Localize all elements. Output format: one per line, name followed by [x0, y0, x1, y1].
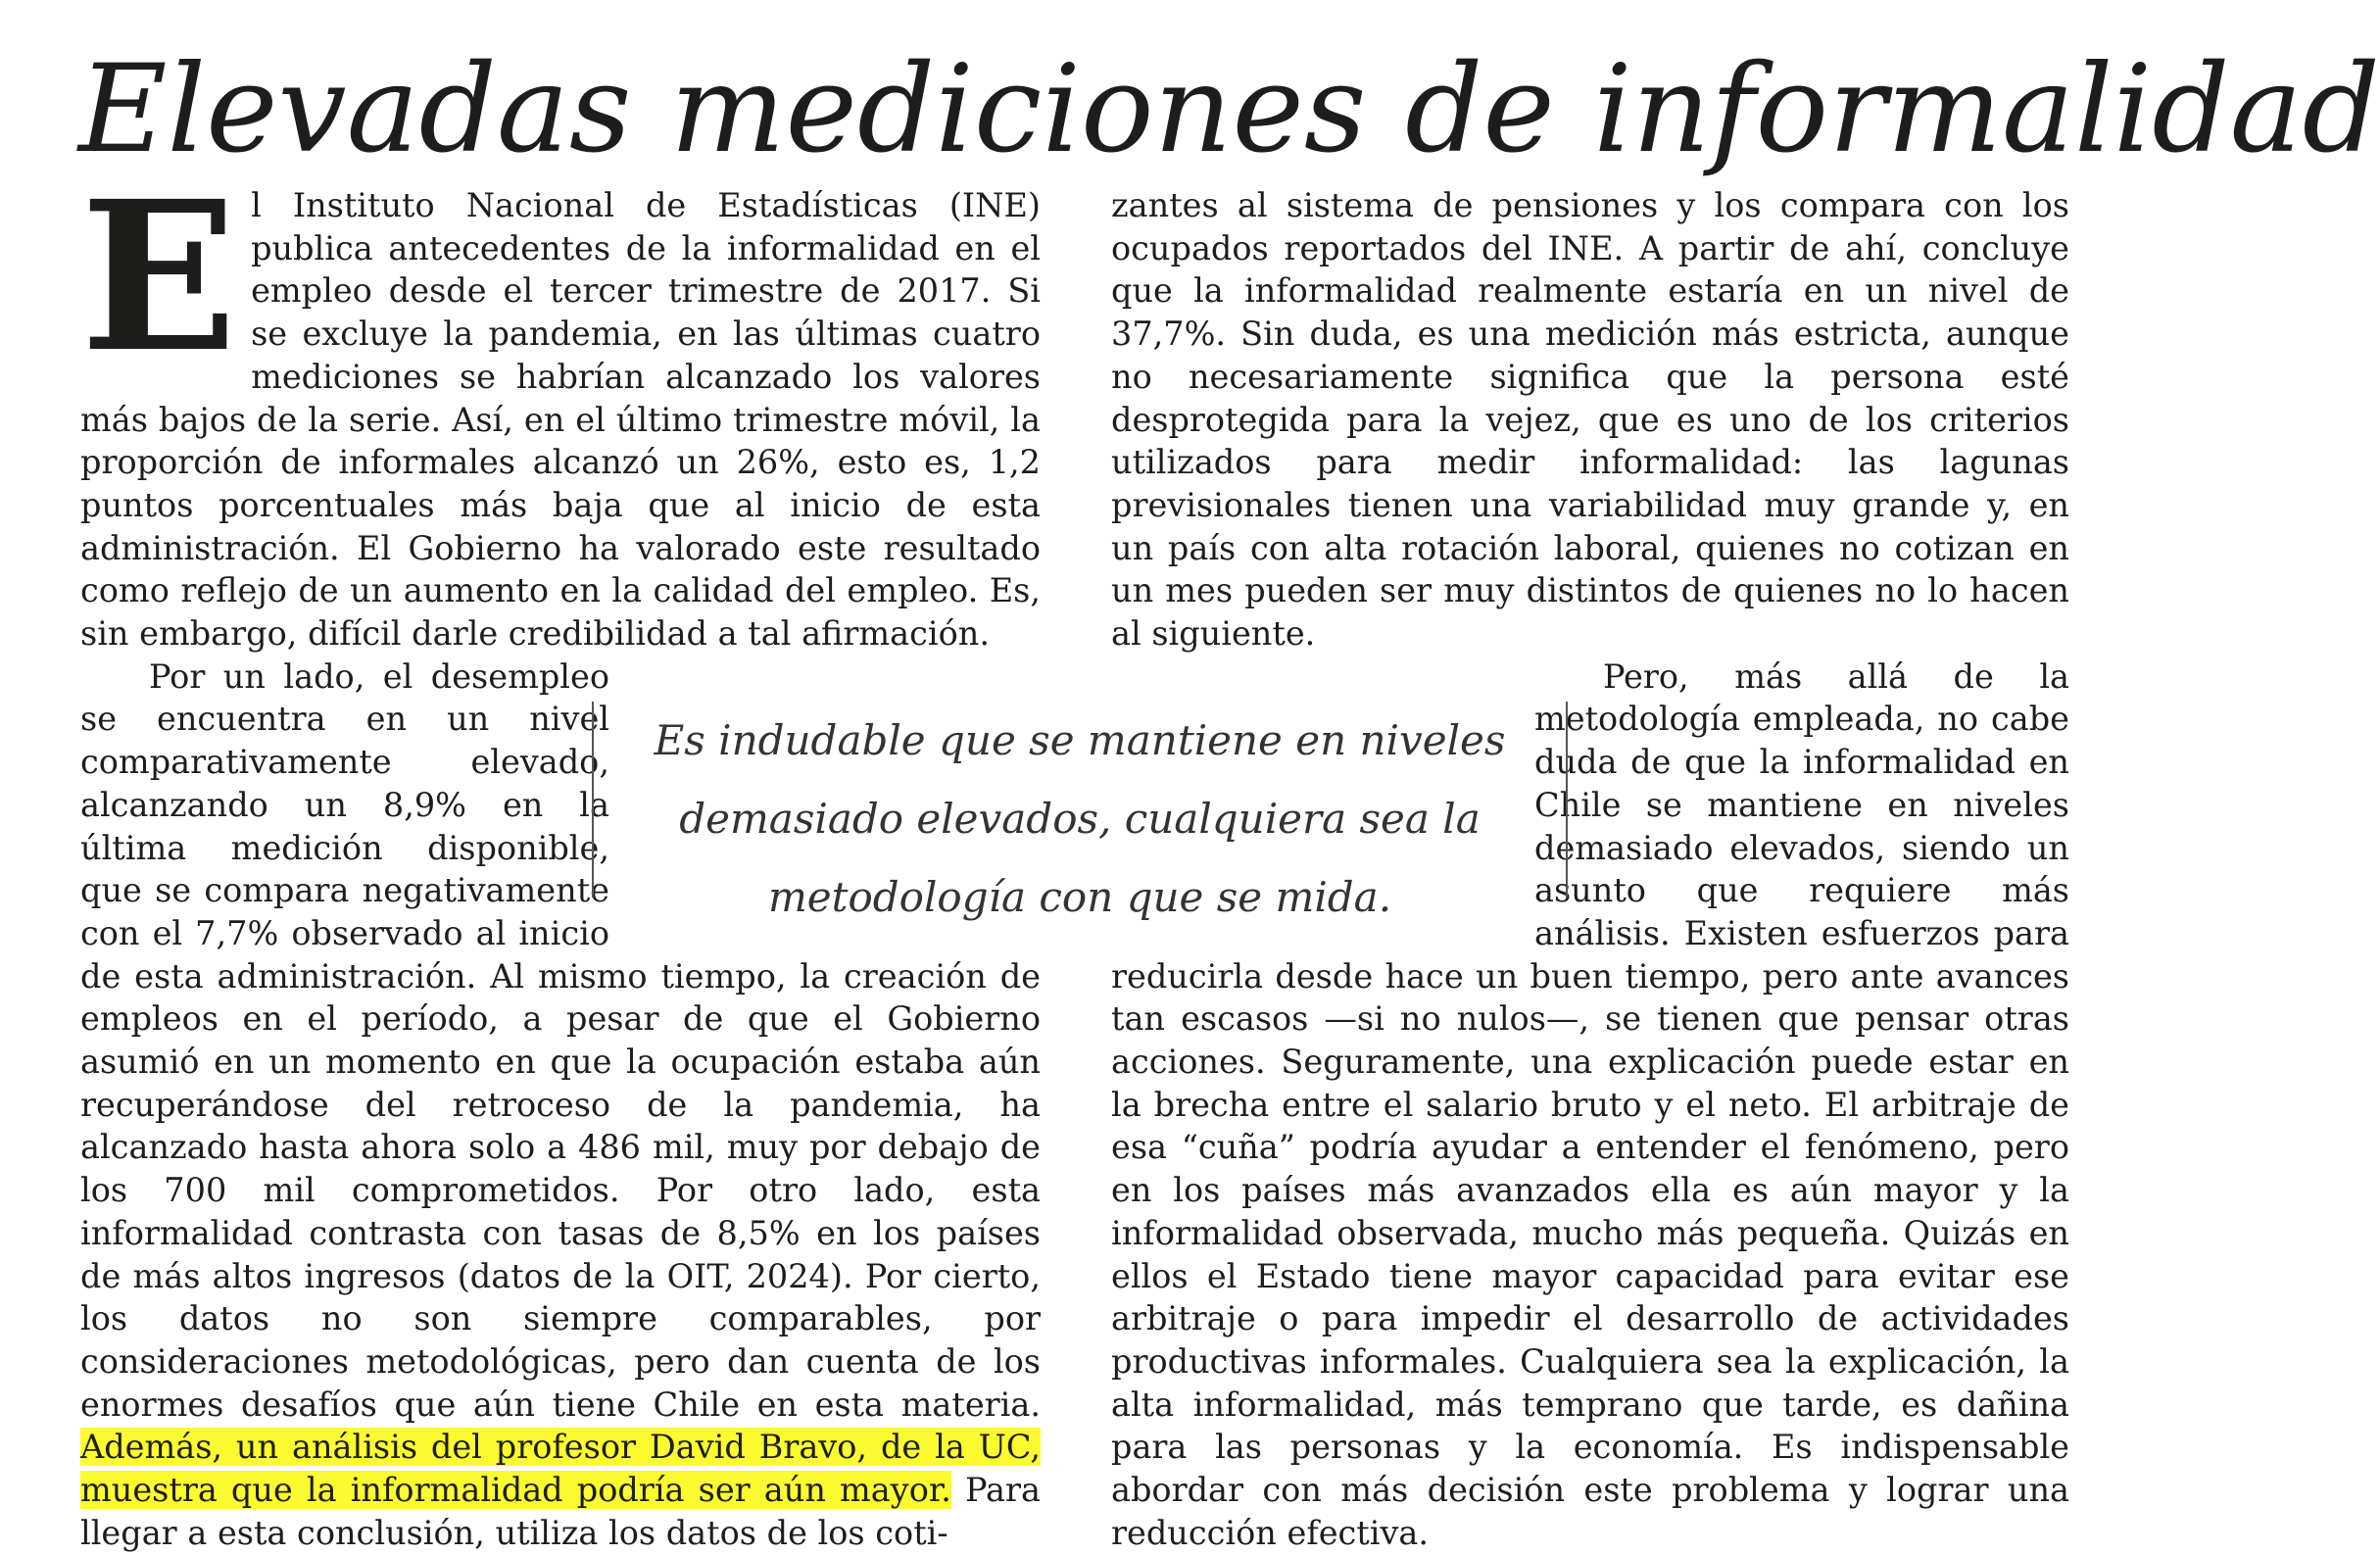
pull-quote: Es indudable que se mantiene en niveles demasiado elevados, cualquiera sea la metodología con que se mida.: [592, 702, 1568, 898]
paragraph-4-text: Pero, más allá de la metodología empleada, no cabe duda de que la informalidad en Chile se mantiene en niveles demasiado elevados, siendo un asunto que requiere más análisis. Existen esfuerzos para reducirla desde hace un buen tiempo, pero ante avances tan escasos —si no nulos—, se tienen que pensar otras acciones. Seguramente, una explicación puede estar en la brecha entre el salario bruto y el neto. El arbitraje de esa “cuña” podría ayudar a entender el fenómeno, pero en los países más avanzados ella es aún mayor y la informalidad observada, mucho más pequeña. Quizás en ellos el Estado tiene mayor capacidad para evitar ese arbitraje o para impedir el desarrollo de actividades productivas informales. Cualquiera sea la explicación, la alta informalidad, más temprano que tarde, es dañina para las personas y la economía. Es indispensable abordar con más decisión este problema y lograr una reducción efectiva.: [1111, 656, 2069, 1552]
paragraph-1-text: l Instituto Nacional de Estadísticas (INE) publica antecedentes de la informalidad en el empleo desde el tercer trimestre de 2017. Si se excluye la pandemia, en las últimas cuatro mediciones se habrían alcanzado los valores más bajos de la serie. Así, en el último trimestre móvil, la proporción de informales alcanzó un 26%, esto es, 1,2 puntos porcentuales más baja que al inicio de esta administración. El Gobierno ha valorado este resultado como reflejo de un aumento en la calidad del empleo. Es, sin embargo, difícil darle credibilidad a tal afirmación.: [80, 186, 1041, 654]
paragraph-3: [1111, 184, 2069, 656]
paragraph-3-text: zantes al sistema de pensiones y los compara con los ocupados reportados del INE. A partir de ahí, concluye que la informalidad realmente estaría en un nivel de 37,7%. Sin duda, es una medición más estricta, aunque no necesariamente significa que la persona esté desprotegida para la vejez, que es uno de los criterios utilizados para medir informalidad: las lagunas previsionales tienen una variabilidad muy grande y, en un país con alta rotación laboral, quienes no cotizan en un mes pueden ser muy distintos de quienes no lo hacen al siguiente.: [1111, 186, 2069, 654]
drop-cap: E: [80, 156, 238, 398]
paragraph-1: [80, 156, 1041, 656]
paragraph-2-end: Para llegar a esta conclusión, utiliza los datos de los coti-: [80, 1471, 1041, 1552]
paragraph-2-text: Por un lado, el desempleo se encuentra en un nivel comparativamente elevado, alcanzando un 8,9% en la última medición disponible, que se compara negativamente con el 7,7% observado al inicio de esta administración. Al mismo tiempo, la creación de empleos en el período, a pesar de que el Gobierno asumió en un momento en que la ocupación estaba aún recuperándose del retroceso de la pandemia, ha alcanzado hasta ahora solo a 486 mil, muy por debajo de los 700 mil comprometidos. Por otro lado, esta informalidad contrasta con tasas de 8,5% en los países de más altos ingresos (datos de la OIT, 2024). Por cierto, los datos no son siempre comparables, por consideraciones metodológicas, pero dan cuenta de los enormes desafíos que aún tiene Chile en esta materia.: [80, 656, 1041, 1424]
article-title: Elevadas mediciones de informalidad: [78, 39, 2380, 180]
highlighted-sentence: Además, un análisis del profesor David Bravo, de la UC, muestra que la informalidad podría ser aún mayor.: [80, 1428, 1041, 1510]
